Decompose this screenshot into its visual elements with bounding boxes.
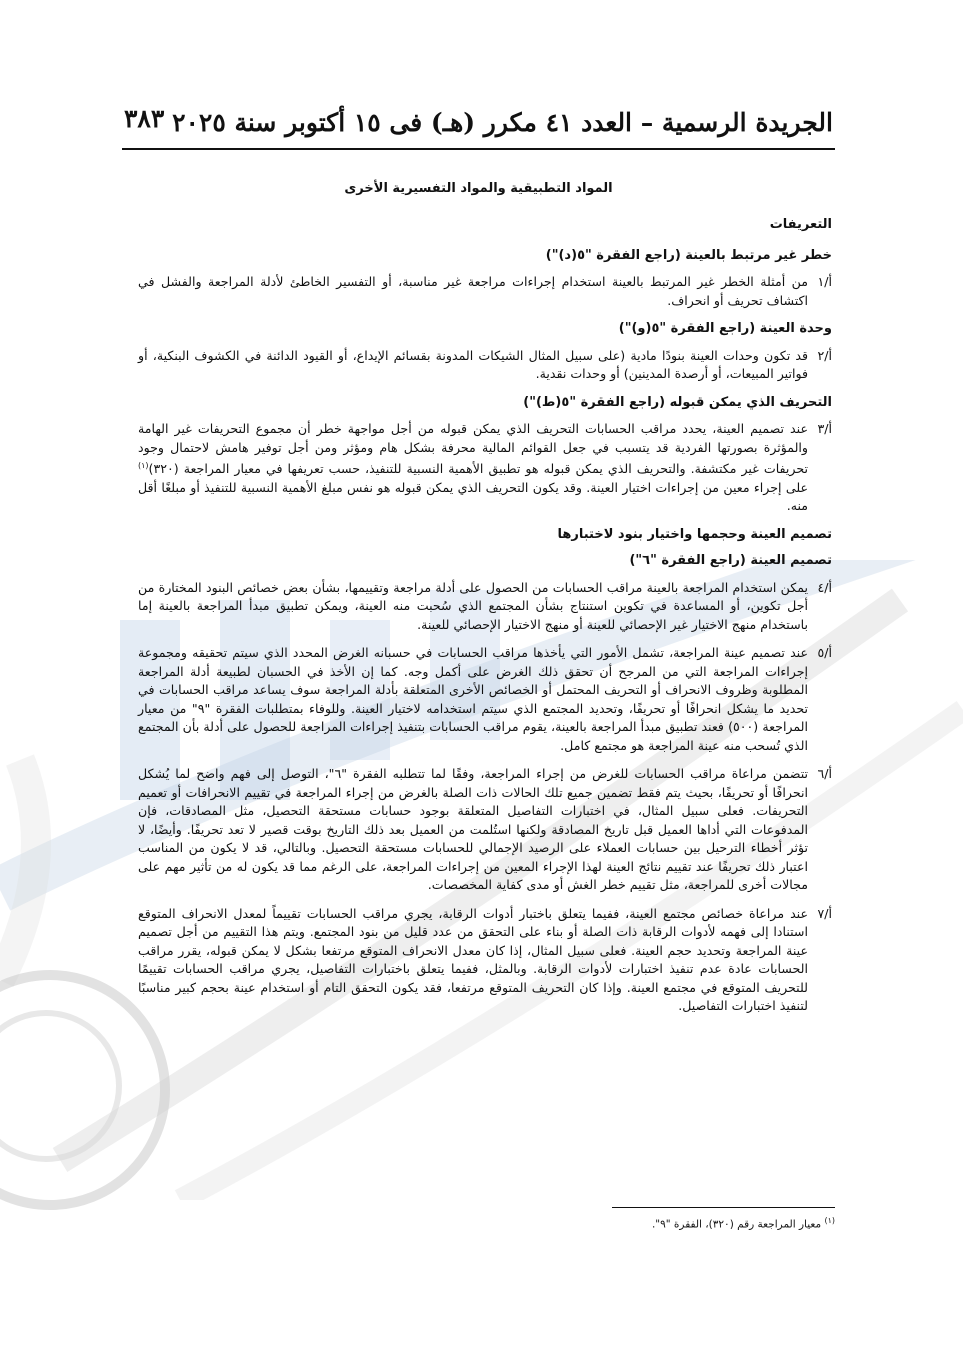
paragraph-text: عند مراعاة خصائص مجتمع العينة، ففيما يتعلق باختبار أدوات الرقابة، يجري مراقب الحسابات تقييماً لمعدل الانحراف المتوقع استنادا إلى فهمه لأدوات الرقابة ذات الصلة أو بناء على التحقق من عدد قليل من بنود المجتمع. ويتم هذا التقييم من أجل تصميم عينة المراجعة وتحديد حجم العينة. فعلى سبيل المثال، إذا كان معدل الانحراف المتوقع مرتفعا بشكل لا يمكن قبوله، يقرر مراقب الحسابات عادة عدم تنفيذ اختبارات لأدوات الرقابة. وبالمثل، ففيما يتعلق باختبارات التفاصيل، يجري مراقب الحسابات تقييمًا للتحريف المتوقع في مجتمع العينة. وإذا كان التحريف المتوقع مرتفعا، فقد يكون التحقق التام أو استخدام عينة بحجم كبير مناسبًا لتنفيذ اختبارات التفاصيل.	[138, 905, 808, 1014]
heading-design-size-selection: تصميم العينة وحجمها واختيار بنود لاختبارها	[557, 526, 832, 542]
paragraph-text	[138, 420, 808, 516]
paragraph-text: تتضمن مراعاة مراقب الحسابات للغرض من إجراء المراجعة، وفقًا لما تتطلبه الفقرة "٦"، التوصل إلى فهم واضح لما يُشكل انحرافًا أو تحريفًا، بحيث يتم فقط تضمين جميع تلك الحالات ذات الصلة بالغرض من إجراء المراجعة في تقييم الانحرافات أو تعميم التحريفات. فعلى سبيل المثال، في اختبارات التفاصيل المتعلقة بوجود حسابات مستحقة التحصيل، مثل المصادقات، فإن المدفوعات التي أداها العميل قبل تاريخ المصادقة ولكنها استُلمت من العميل بعد ذلك التاريخ بوقت قصير لا تعد تحريفًا. وأيضًا، لا تؤثر أخطاء الترحيل بين حسابات العملاء على الرصيد الإجمالي للحسابات مستحقة التحصيل. وبالتالي، قد لا يكون من المناسب اعتبار ذلك تحريفًا عند تقييم نتائج العينة لهذا الإجراء المعين من إجراءات المراجعة، على الرغم مما قد يكون له من تأثير مهم على مجالات أخرى للمراجعة، مثل تقييم خطر الغش أو مدى كفاية المخصصات.	[138, 766, 808, 893]
paragraph-number: أ/٥	[817, 645, 832, 661]
footnote-reference[interactable]: (١)	[138, 461, 149, 470]
footnote-text: معيار المراجعة رقم (٣٢٠)، الفقرة "٩".	[651, 1218, 825, 1231]
heading-sample-design: تصميم العينة (راجع الفقرة "٦")	[629, 553, 832, 569]
footnote-marker: (١)	[824, 1216, 835, 1225]
paragraph-a6	[138, 765, 832, 895]
page-number: ٣٨٣	[124, 104, 165, 133]
heading-tolerable-misstatement: التحريف الذي يمكن قبوله (راجع الفقرة "٥(ط)")	[523, 394, 832, 410]
paragraph-text-part1: عند تصميم العينة، يحدد مراقب الحسابات التحريف الذي يمكن قبوله من أجل مواجهة خطر أن مجموع التحريفات غير الهامة والمؤثرة بصورتها الفردية قد يتسبب في جعل القوائم المالية محرفة بشكل هام ومؤثر ومن أجل توفير هامش لاحتمال وجود تحريفات غير مكتشفة. والتحريف الذي يمكن قبوله هو تطبيق الأهمية النسبية للتنفيذ، حسب تعريفها في معيار المراجعة (٣٢٠)	[138, 421, 808, 477]
paragraph-text: عند تصميم عينة المراجعة، تشمل الأمور التي يأخذها مراقب الحسابات في حسبانه الغرض المحدد الذي سيتم تحقيقه ومجموعة إجراءات المراجعة التي من المرجح أن تحقق ذلك الغرض على أكمل وجه. كما إن الأخذ في الحسبان لطبيعة أدلة المراجعة المطلوبة وظروف الانحراف أو التحريف المحتمل أو الخصائص الأخرى المتعلقة بأدلة المراجعة سوف يساعد مراقب الحسابات في تحديد ما يشكل انحرافًا أو تحريفًا، وتحديد المجتمع الذي سيتم استخدامه لاختيار العينة. وللوفاء بمتطلبات الفقرة "٩" من معيار المراجعة (٥٠٠) فعند تطبيق مبدأ المراجعة بالعينة، يقوم مراقب الحسابات بتنفيذ إجراءات المراجعة للحصول على أدلة بأن المجتمع الذي تُسحب منه عينة المراجعة هو مجتمع كامل.	[138, 645, 809, 753]
paragraph-number: أ/١	[817, 274, 832, 289]
paragraph-number: أ/٦	[817, 766, 832, 782]
heading-non-sampling-risk: خطر غير مرتبط بالعينة (راجع الفقرة "٥(د)")	[545, 247, 832, 263]
paragraph-a7	[138, 905, 832, 1016]
section-title: المواد التطبيقية والمواد التفسيرية الأخرى	[344, 181, 613, 196]
paragraph-a2	[138, 347, 832, 384]
paragraph-a5	[138, 644, 832, 755]
paragraph-number: أ/٤	[817, 579, 832, 595]
paragraph-text: يمكن استخدام المراجعة بالعينة مراقب الحسابات من الحصول على أدلة مراجعة وتقييمها، بشأن بعض خصائص البنود المختارة من أجل تكوين، أو المساعدة في تكوين استنتاج بشأن المجتمع الذي سُحبت منه العينة، ويمكن تطبيق مبدأ المراجعة بالعينة إما باستخدام منهج الاختيار غير الإحصائي للعينة أو منهج الاختيار الإحصائي للعينة.	[138, 579, 808, 632]
paragraph-text: من أمثلة الخطر غير المرتبط بالعينة استخدام إجراءات مراجعة غير مناسبة، أو التفسير الخاطئ لأدلة المراجعة والفشل في اكتشاف تحريف أو انحراف.	[138, 274, 808, 308]
page-header	[122, 104, 835, 150]
footnote-divider	[612, 1207, 835, 1208]
paragraph-text: قد تكون وحدات العينة بنودًا مادية (على سبيل المثال الشيكات المدونة بقسائم الإيداع، أو القيود الدائنة في الكشوف البنكية، أو فواتير المبيعات، أو أرصدة المدينين) أو وحدات نقدية.	[138, 347, 808, 381]
paragraph-a1	[138, 273, 832, 310]
paragraph-number: أ/٣	[817, 421, 832, 436]
definitions-heading: التعريفات	[769, 217, 832, 232]
paragraph-number: أ/٧	[817, 905, 832, 921]
paragraph-number: أ/٢	[817, 347, 832, 363]
paragraph-a4	[138, 579, 832, 635]
heading-sampling-unit: وحدة العينة (راجع الفقرة "٥(و)")	[618, 321, 832, 336]
paragraph-a3	[138, 420, 832, 516]
gazette-title: الجريدة الرسمية – العدد ٤١ مكرر (هـ) فى ١٥ أكتوبر سنة ٢٠٢٥	[172, 108, 833, 137]
footnote	[560, 1216, 835, 1231]
document-body	[138, 216, 832, 1026]
paragraph-text-part2: على إجراء معين من إجراءات اختيار العينة. وقد يكون التحريف الذي يمكن قبوله هو نفس مبلغ الأهمية النسبية للتنفيذ أو مبلغًا أقل منه.	[138, 479, 808, 514]
